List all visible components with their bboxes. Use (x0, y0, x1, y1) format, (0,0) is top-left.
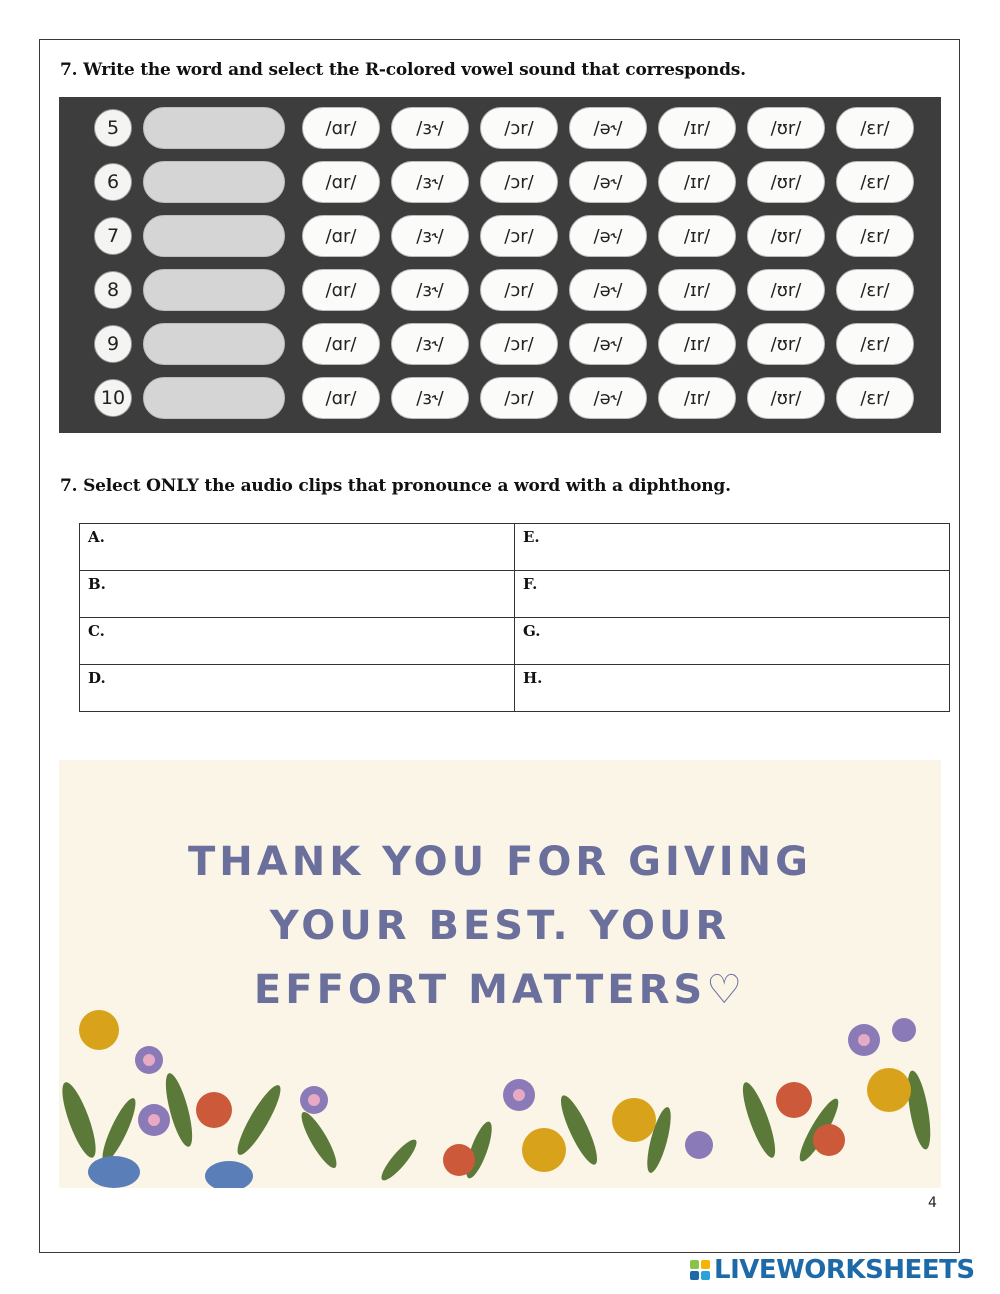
vowel-option-button[interactable]: /ɛr/ (836, 377, 914, 419)
vowel-option-button[interactable]: /ʊr/ (747, 269, 825, 311)
vowel-option-button[interactable]: /ɪr/ (658, 107, 736, 149)
vowel-selection-panel (59, 97, 941, 433)
flower-border-illustration (59, 1000, 941, 1188)
thank-you-message (59, 830, 941, 1022)
vowel-option-button[interactable]: /ʊr/ (747, 107, 825, 149)
thank-you-line-1: THANK YOU FOR GIVING (188, 839, 812, 885)
vowel-option-button[interactable]: /ɛr/ (836, 107, 914, 149)
vowel-option-button[interactable]: /ə˞/ (569, 161, 647, 203)
row-number: 5 (94, 109, 132, 147)
vowel-option-button[interactable]: /ɔr/ (480, 269, 558, 311)
vowel-option-button[interactable]: /ɑr/ (302, 107, 380, 149)
vowel-option-button[interactable]: /ɛr/ (836, 269, 914, 311)
vowel-option-button[interactable]: /ɪr/ (658, 377, 736, 419)
vowel-option-button[interactable]: /ɪr/ (658, 161, 736, 203)
word-input[interactable] (143, 161, 285, 203)
vowel-option-button[interactable]: /ɜ˞/ (391, 215, 469, 257)
vowel-option-button[interactable]: /ə˞/ (569, 377, 647, 419)
audio-cell-c[interactable]: C. (80, 618, 515, 665)
table-row (80, 618, 950, 665)
audio-cell-e[interactable]: E. (515, 524, 950, 571)
word-input[interactable] (143, 323, 285, 365)
vowel-option-button[interactable]: /ɔr/ (480, 323, 558, 365)
word-input[interactable] (143, 269, 285, 311)
thank-you-line-3: EFFORT MATTERS♡ (253, 967, 747, 1013)
row-number: 8 (94, 271, 132, 309)
audio-cell-b[interactable]: B. (80, 571, 515, 618)
vowel-option-button[interactable]: /ɔr/ (480, 215, 558, 257)
vowel-option-button[interactable]: /ə˞/ (569, 215, 647, 257)
vowel-option-button[interactable]: /ɛr/ (836, 215, 914, 257)
vowel-row (59, 267, 941, 313)
vowel-option-button[interactable]: /ɜ˞/ (391, 107, 469, 149)
vowel-option-button[interactable]: /ɑr/ (302, 215, 380, 257)
vowel-option-button[interactable]: /ʊr/ (747, 215, 825, 257)
vowel-option-button[interactable]: /ɑr/ (302, 269, 380, 311)
row-number: 7 (94, 217, 132, 255)
vowel-row (59, 321, 941, 367)
thank-you-line-2: YOUR BEST. YOUR (269, 903, 731, 949)
vowel-option-button[interactable]: /ɜ˞/ (391, 323, 469, 365)
vowel-row (59, 375, 941, 421)
word-input[interactable] (143, 107, 285, 149)
vowel-option-button[interactable]: /ɔr/ (480, 377, 558, 419)
table-row (80, 665, 950, 712)
vowel-option-button[interactable]: /ɪr/ (658, 323, 736, 365)
vowel-option-button[interactable]: /ɛr/ (836, 161, 914, 203)
vowel-option-button[interactable]: /ɛr/ (836, 323, 914, 365)
vowel-row (59, 159, 941, 205)
vowel-option-button[interactable]: /ɔr/ (480, 107, 558, 149)
vowel-option-button[interactable]: /ə˞/ (569, 107, 647, 149)
row-number: 6 (94, 163, 132, 201)
audio-cell-g[interactable]: G. (515, 618, 950, 665)
audio-cell-h[interactable]: H. (515, 665, 950, 712)
vowel-option-button[interactable]: /ɪr/ (658, 215, 736, 257)
row-number: 9 (94, 325, 132, 363)
audio-cell-d[interactable]: D. (80, 665, 515, 712)
vowel-option-button[interactable]: /ɪr/ (658, 269, 736, 311)
vowel-option-button[interactable]: /ɑr/ (302, 161, 380, 203)
vowel-option-button[interactable]: /ə˞/ (569, 269, 647, 311)
page-number: 4 (928, 1195, 937, 1211)
vowel-option-button[interactable]: /ɜ˞/ (391, 377, 469, 419)
liveworksheets-logo-icon (690, 1260, 710, 1280)
vowel-option-button[interactable]: /ɔr/ (480, 161, 558, 203)
liveworksheets-logo (690, 1256, 975, 1284)
vowel-row (59, 105, 941, 151)
vowel-option-button[interactable]: /ʊr/ (747, 323, 825, 365)
audio-cell-f[interactable]: F. (515, 571, 950, 618)
table-row (80, 571, 950, 618)
vowel-option-button[interactable]: /ɑr/ (302, 377, 380, 419)
table-row (80, 524, 950, 571)
blue-leaves (88, 1156, 253, 1188)
vowel-option-button[interactable]: /ɜ˞/ (391, 161, 469, 203)
vowel-option-button[interactable]: /ɜ˞/ (391, 269, 469, 311)
word-input[interactable] (143, 215, 285, 257)
audio-clip-table (79, 523, 950, 712)
row-number: 10 (94, 379, 132, 417)
vowel-option-button[interactable]: /ə˞/ (569, 323, 647, 365)
vowel-option-button[interactable]: /ʊr/ (747, 377, 825, 419)
liveworksheets-brand: LIVEWORKSHEETS (714, 1255, 975, 1285)
vowel-row (59, 213, 941, 259)
thank-you-banner (59, 760, 941, 1188)
word-input[interactable] (143, 377, 285, 419)
vowel-option-button[interactable]: /ʊr/ (747, 161, 825, 203)
audio-cell-a[interactable]: A. (80, 524, 515, 571)
vowel-option-button[interactable]: /ɑr/ (302, 323, 380, 365)
section2-heading: 7. Select ONLY the audio clips that pronounce a word with a diphthong. (60, 476, 731, 496)
section1-heading: 7. Write the word and select the R-colored vowel sound that corresponds. (60, 60, 746, 80)
